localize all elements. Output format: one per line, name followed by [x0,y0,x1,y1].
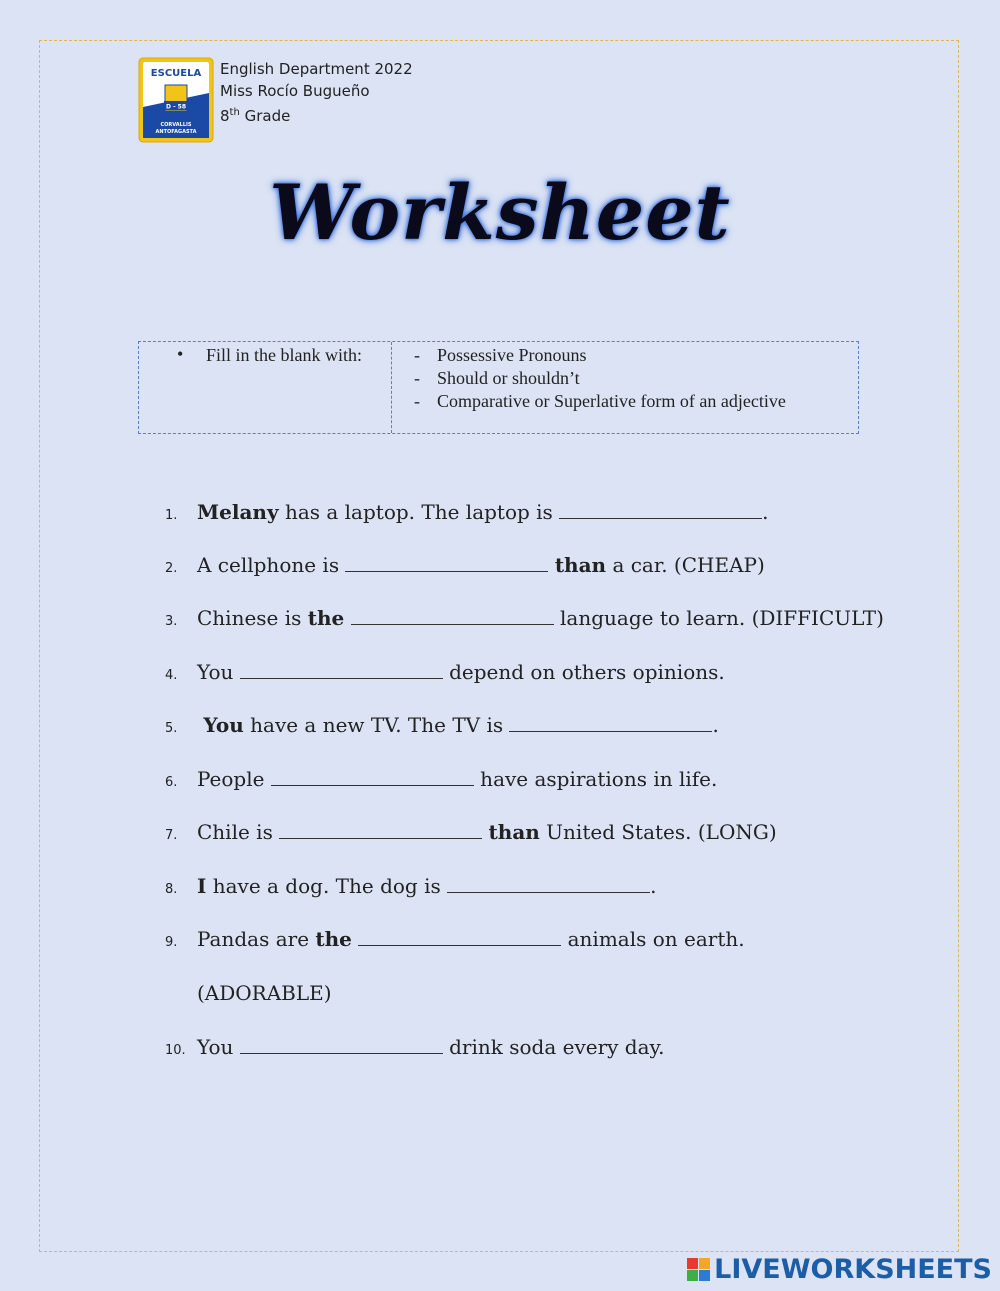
answer-blank[interactable] [345,555,548,572]
answer-blank[interactable] [351,608,554,625]
answer-blank[interactable] [358,929,561,946]
teacher-line: Miss Rocío Bugueño [220,82,370,100]
school-logo [138,57,214,143]
answer-blank[interactable] [240,662,443,679]
answer-blank[interactable] [509,715,712,732]
logo-school-text: ESCUELA [150,68,202,79]
instruction-label: Fill in the blank with: [206,345,362,365]
option-item: - Should or shouldn’t [414,368,580,388]
liveworksheets-logo [687,1254,992,1285]
question-4: 4. You depend on others opinions. [165,660,725,684]
department-line: English Department 2022 [220,60,413,78]
document-header [220,58,413,127]
logo-city1-text: CORVALLIS [160,122,192,128]
question-7: 7. Chile is than United States. (LONG) [165,820,777,844]
bullet-icon: • [177,344,184,364]
question-5: 5. You have a new TV. The TV is . [165,713,719,737]
question-2: 2. A cellphone is than a car. (CHEAP) [165,553,765,577]
logo-city2-text: ANTOFAGASTA [155,129,197,135]
instruction-options-cell [392,342,786,433]
instruction-table [138,341,859,434]
liveworksheets-text: LIVEWORKSHEETS [714,1254,992,1285]
question-6: 6. People have aspirations in life. [165,767,718,791]
question-9: 9. Pandas are the animals on earth. [165,927,745,951]
answer-blank[interactable] [559,502,762,519]
question-9-hint: (ADORABLE) [197,981,332,1005]
answer-blank[interactable] [271,769,474,786]
grade-line: 8th Grade [220,107,291,125]
answer-blank[interactable] [447,876,650,893]
option-item: - Comparative or Superlative form of an adjective [414,391,786,411]
question-8: 8. I have a dog. The dog is . [165,874,657,898]
instruction-label-cell [139,342,392,433]
answer-blank[interactable] [279,822,482,839]
question-3: 3. Chinese is the language to learn. (DIFFICULT) [165,606,884,630]
option-item: - Possessive Pronouns [414,345,587,365]
answer-blank[interactable] [240,1037,443,1054]
question-1: 1. Melany has a laptop. The laptop is . [165,500,769,524]
logo-code-text: D - 58 [166,103,186,111]
question-10: 10. You drink soda every day. [165,1035,665,1059]
worksheet-title: Worksheet [269,168,731,257]
liveworksheets-icon [687,1258,710,1281]
